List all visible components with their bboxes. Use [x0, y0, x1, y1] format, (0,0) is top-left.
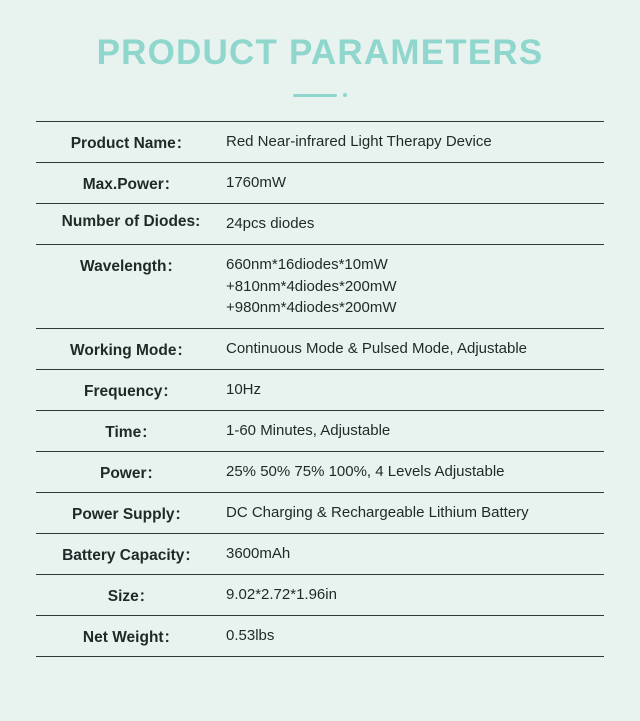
- table-row: [36, 575, 604, 616]
- table-row: [36, 370, 604, 411]
- table-row: [36, 329, 604, 370]
- spec-value-line: 10Hz: [226, 381, 262, 398]
- table-row: [36, 122, 604, 163]
- underline-bar-icon: [293, 94, 337, 97]
- spec-label: Power：: [99, 465, 162, 482]
- spec-value-line: Continuous Mode & Pulsed Mode, Adjustable: [226, 340, 528, 357]
- spec-value-line: 0.53lbs: [226, 627, 275, 644]
- spec-label: Working Mode：: [70, 342, 192, 359]
- spec-label: Number of Diodes:: [61, 213, 201, 230]
- spec-value: [226, 534, 604, 575]
- spec-label: Max.Power：: [82, 176, 180, 193]
- table-row: [36, 244, 604, 328]
- spec-value: [226, 411, 604, 452]
- table-row: [36, 493, 604, 534]
- spec-value-line: 1-60 Minutes, Adjustable: [226, 422, 391, 439]
- spec-table: [36, 121, 604, 657]
- title-underline-decoration: [36, 93, 604, 97]
- spec-label: Time：: [105, 424, 157, 441]
- spec-value: [226, 122, 604, 163]
- table-row: [36, 452, 604, 493]
- spec-label: Battery Capacity：: [62, 547, 200, 564]
- spec-value-line: 24pcs diodes: [226, 215, 315, 232]
- spec-value: [226, 575, 604, 616]
- spec-value-line: +810nm*4diodes*200mW: [226, 277, 397, 295]
- spec-value: [226, 163, 604, 204]
- spec-label: Power Supply：: [72, 506, 190, 523]
- spec-value: [226, 370, 604, 411]
- spec-value-line: 25% 50% 75% 100%, 4 Levels Adjustable: [226, 463, 505, 480]
- underline-dot-icon: [343, 93, 347, 97]
- spec-value-line: 660nm*16diodes*10mW: [226, 255, 388, 273]
- spec-label: Frequency：: [84, 383, 178, 400]
- page-title: PRODUCT PARAMETERS: [96, 33, 544, 72]
- spec-value-line: 1760mW: [226, 174, 287, 191]
- spec-label: Size：: [107, 588, 155, 605]
- spec-label: Net Weight：: [82, 629, 180, 646]
- spec-value-line: 9.02*2.72*1.96in: [226, 586, 337, 603]
- table-row: [36, 163, 604, 204]
- spec-value-line: 3600mAh: [226, 545, 291, 562]
- table-row: [36, 534, 604, 575]
- spec-label: Product Name：: [70, 135, 192, 152]
- spec-value-line: Red Near-infrared Light Therapy Device: [226, 133, 492, 150]
- table-row: [36, 616, 604, 657]
- spec-label: Wavelength：: [80, 257, 182, 275]
- spec-value-line: +980nm*4diodes*200mW: [226, 299, 397, 317]
- spec-value: [226, 244, 604, 328]
- spec-value-line: DC Charging & Rechargeable Lithium Battery: [226, 504, 529, 521]
- table-row: [36, 204, 604, 245]
- spec-value: [226, 204, 604, 245]
- spec-value: [226, 616, 604, 657]
- spec-value: [226, 493, 604, 534]
- table-row: [36, 411, 604, 452]
- spec-value: [226, 452, 604, 493]
- spec-value: [226, 329, 604, 370]
